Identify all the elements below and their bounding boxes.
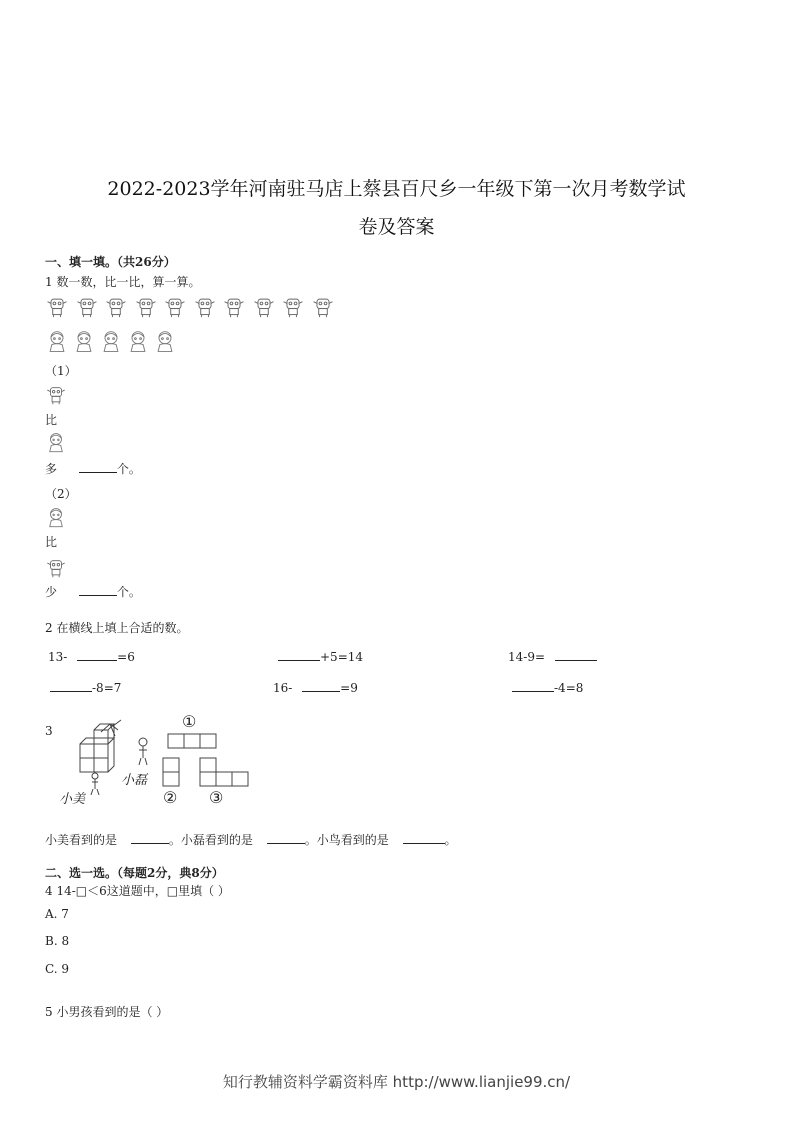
doll-icon	[153, 328, 177, 359]
q1-part2-label: （2）	[45, 487, 77, 501]
doc-title-line2: 卷及答案	[358, 216, 435, 238]
q2-eq6-post: -4=8	[554, 681, 584, 695]
robot-icon	[75, 294, 99, 321]
section2-heading: 二、选一选。（每题2分，典8分）	[45, 866, 224, 880]
robot-icon	[222, 294, 246, 321]
q2-eq5-pre: 16-	[273, 681, 293, 695]
robot-icon	[134, 294, 158, 321]
q3-label-circle2: ②	[163, 788, 178, 807]
q3-label-circle1: ①	[182, 712, 197, 731]
q4-prompt: 4 14-□＜6这道题中，□里填（ ）	[45, 884, 230, 898]
q3-number: 3	[45, 724, 53, 738]
doll-icon	[45, 506, 67, 530]
robot-icon	[45, 294, 69, 321]
q3-label-xiaomei: 小美	[59, 792, 86, 807]
q2-eq4-post: -8=7	[92, 681, 122, 695]
q4-option-c[interactable]: C. 9	[45, 962, 70, 976]
q2-eq3-pre: 14-9=	[508, 650, 546, 664]
q2-eq6-blank[interactable]	[512, 679, 554, 692]
q2-eq4	[50, 679, 121, 695]
robot-row	[45, 294, 355, 324]
q1-prompt: 1 数一数，比一比，算一算。	[45, 275, 201, 289]
q3-blank-xiaolei[interactable]	[267, 831, 305, 844]
q3-blank-xiaomei[interactable]	[131, 831, 169, 844]
doll-icon	[126, 328, 150, 359]
q2-eq3-blank[interactable]	[555, 648, 597, 661]
q2-eq1-blank[interactable]	[77, 648, 117, 661]
q5-prompt: 5 小男孩看到的是（ ）	[45, 1005, 169, 1019]
q1-part2-answer-blank[interactable]	[79, 583, 117, 596]
q1-part1-answer-blank[interactable]	[79, 460, 117, 473]
q4-option-a[interactable]: A. 7	[45, 907, 69, 921]
footer-watermark: 知行教辅资料学霸资料库 http://www.lianjie99.cn/	[222, 1073, 571, 1091]
doll-icon	[45, 328, 69, 359]
robot-icon	[193, 294, 217, 321]
section1-heading: 一、填一填。（共26分）	[45, 255, 176, 269]
robot-icon	[163, 294, 187, 321]
robot-icon	[281, 294, 305, 321]
doll-row	[45, 328, 195, 360]
q3-views-figure	[55, 712, 250, 808]
q2-eq1-post: =6	[117, 650, 135, 664]
q1-part1-label: （1）	[45, 364, 77, 378]
q2-eq2	[278, 648, 363, 664]
q1-part2-less: 少	[45, 585, 58, 599]
doc-title-line1: 2022-2023学年河南驻马店上蔡县百尺乡一年级下第一次月考数学试	[107, 178, 686, 200]
q1-part1-compare: 比	[45, 413, 58, 427]
q3-stmt-a: 小美看到的是	[45, 833, 118, 847]
q2-eq5-post: =9	[340, 681, 358, 695]
q2-eq2-blank[interactable]	[278, 648, 320, 661]
doll-icon	[99, 328, 123, 359]
q3-stmt-b: 。小磊看到的是	[168, 833, 253, 847]
q4-option-b[interactable]: B. 8	[45, 934, 70, 948]
robot-icon	[45, 556, 67, 578]
q1-part2-compare: 比	[45, 535, 58, 549]
q2-eq3	[508, 648, 597, 664]
q1-part1-more: 多	[45, 462, 58, 476]
q1-part2-unit: 个。	[116, 585, 141, 599]
q2-eq4-blank[interactable]	[50, 679, 92, 692]
q1-part1-unit: 个。	[116, 462, 141, 476]
q3-stmt-c: 。小鸟看到的是	[304, 833, 389, 847]
robot-icon	[252, 294, 276, 321]
robot-icon	[311, 294, 335, 321]
doll-icon	[72, 328, 96, 359]
q2-eq6	[512, 679, 583, 695]
q2-eq5-blank[interactable]	[302, 679, 340, 692]
q2-prompt: 2 在横线上填上合适的数。	[45, 621, 189, 635]
q2-eq1-pre: 13-	[48, 650, 68, 664]
q3-statement	[45, 831, 457, 848]
q3-label-circle3: ③	[209, 788, 224, 807]
robot-icon	[104, 294, 128, 321]
q3-label-xiaolei: 小磊	[121, 773, 148, 788]
doll-icon	[45, 431, 67, 455]
q2-eq1	[48, 648, 135, 664]
q3-stmt-end: 。	[444, 833, 457, 847]
q3-blank-bird[interactable]	[403, 831, 445, 844]
robot-icon	[45, 383, 67, 405]
q2-eq2-post: +5=14	[320, 650, 364, 664]
q2-eq5	[273, 679, 358, 695]
